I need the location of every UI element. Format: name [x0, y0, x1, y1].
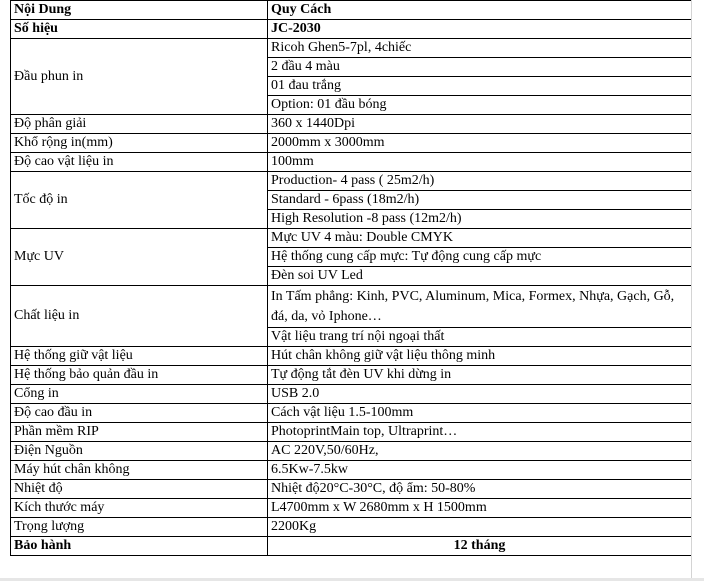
row-label-cell[interactable]: Chất liệu in [11, 286, 268, 347]
row-label-cell[interactable]: Hệ thống bảo quản đầu in [11, 366, 268, 385]
table-row [11, 423, 692, 442]
row-value-cell[interactable]: Hút chân không giữ vật liệu thông minh [268, 347, 692, 366]
spec-table-body [11, 1, 692, 556]
row-value-cell[interactable]: 100mm [268, 153, 692, 172]
row-value-cell[interactable]: Production- 4 pass ( 25m2/h) [268, 172, 692, 191]
row-value-cell[interactable]: Option: 01 đầu bóng [268, 96, 692, 115]
table-row [11, 115, 692, 134]
row-label-cell[interactable]: Số hiệu [11, 20, 268, 39]
row-label-cell[interactable]: Kích thước máy [11, 499, 268, 518]
row-label-cell[interactable]: Bảo hành [11, 537, 268, 556]
row-value-cell[interactable]: USB 2.0 [268, 385, 692, 404]
table-row [11, 39, 692, 58]
table-row [11, 537, 692, 556]
table-row [11, 461, 692, 480]
row-label-cell[interactable]: Phần mềm RIP [11, 423, 268, 442]
table-row [11, 366, 692, 385]
row-value-cell[interactable]: JC-2030 [268, 20, 692, 39]
row-value-cell[interactable]: AC 220V,50/60Hz, [268, 442, 692, 461]
row-label-cell[interactable]: Khổ rộng in(mm) [11, 134, 268, 153]
header-row [11, 1, 692, 20]
row-value-cell[interactable]: Ricoh Ghen5-7pl, 4chiếc [268, 39, 692, 58]
table-row [11, 286, 692, 328]
row-label-cell[interactable]: Nhiệt độ [11, 480, 268, 499]
table-row [11, 499, 692, 518]
table-row [11, 20, 692, 39]
row-value-cell[interactable]: Tự động tắt đèn UV khi dừng in [268, 366, 692, 385]
row-value-cell[interactable]: 2 đầu 4 màu [268, 58, 692, 77]
table-row [11, 442, 692, 461]
row-value-cell[interactable]: 6.5Kw-7.5kw [268, 461, 692, 480]
row-label-cell[interactable]: Điện Nguồn [11, 442, 268, 461]
table-row [11, 347, 692, 366]
header-content-cell[interactable]: Nội Dung [11, 1, 268, 20]
row-label-cell[interactable]: Đầu phun in [11, 39, 268, 115]
row-label-cell[interactable]: Độ cao đầu in [11, 404, 268, 423]
row-value-cell[interactable]: Vật liệu trang trí nội ngoại thất [268, 328, 692, 347]
row-value-cell[interactable]: Đèn soi UV Led [268, 267, 692, 286]
row-value-cell[interactable]: Cách vật liệu 1.5-100mm [268, 404, 692, 423]
sheet-margin-right [691, 0, 704, 581]
table-row [11, 385, 692, 404]
row-value-cell[interactable]: Mực UV 4 màu: Double CMYK [268, 229, 692, 248]
table-row [11, 153, 692, 172]
row-label-cell[interactable]: Mực UV [11, 229, 268, 286]
table-row [11, 404, 692, 423]
table-row [11, 480, 692, 499]
header-spec-cell[interactable]: Quy Cách [268, 1, 692, 20]
row-value-cell[interactable]: 360 x 1440Dpi [268, 115, 692, 134]
table-row [11, 172, 692, 191]
table-row [11, 229, 692, 248]
spec-table [10, 0, 692, 556]
row-value-cell[interactable]: 01 đau trắng [268, 77, 692, 96]
row-value-cell[interactable]: 2200Kg [268, 518, 692, 537]
row-label-cell[interactable]: Độ phân giải [11, 115, 268, 134]
row-label-cell[interactable]: Cổng in [11, 385, 268, 404]
row-label-cell[interactable]: Độ cao vật liệu in [11, 153, 268, 172]
row-value-cell[interactable]: 12 tháng [268, 537, 692, 556]
row-label-cell[interactable]: Máy hút chân không [11, 461, 268, 480]
row-value-cell[interactable]: L4700mm x W 2680mm x H 1500mm [268, 499, 692, 518]
sheet-margin-left [0, 0, 10, 581]
row-label-cell[interactable]: Trọng lượng [11, 518, 268, 537]
row-value-cell[interactable]: Hệ thống cung cấp mực: Tự động cung cấp mực [268, 248, 692, 267]
table-row [11, 518, 692, 537]
row-value-cell[interactable]: In Tấm phẳng: Kinh, PVC, Aluminum, Mica, Formex, Nhựa, Gạch, Gỗ, đá, da, vỏ Iphone… [268, 286, 692, 328]
row-value-cell[interactable]: PhotoprintMain top, Ultraprint… [268, 423, 692, 442]
table-row [11, 134, 692, 153]
row-value-cell[interactable]: 2000mm x 3000mm [268, 134, 692, 153]
row-value-cell[interactable]: Standard - 6pass (18m2/h) [268, 191, 692, 210]
row-value-cell[interactable]: Nhiệt độ20°C-30°C, độ ẩm: 50-80% [268, 480, 692, 499]
row-label-cell[interactable]: Tốc độ in [11, 172, 268, 229]
row-label-cell[interactable]: Hệ thống giữ vật liệu [11, 347, 268, 366]
row-value-cell[interactable]: High Resolution -8 pass (12m2/h) [268, 210, 692, 229]
